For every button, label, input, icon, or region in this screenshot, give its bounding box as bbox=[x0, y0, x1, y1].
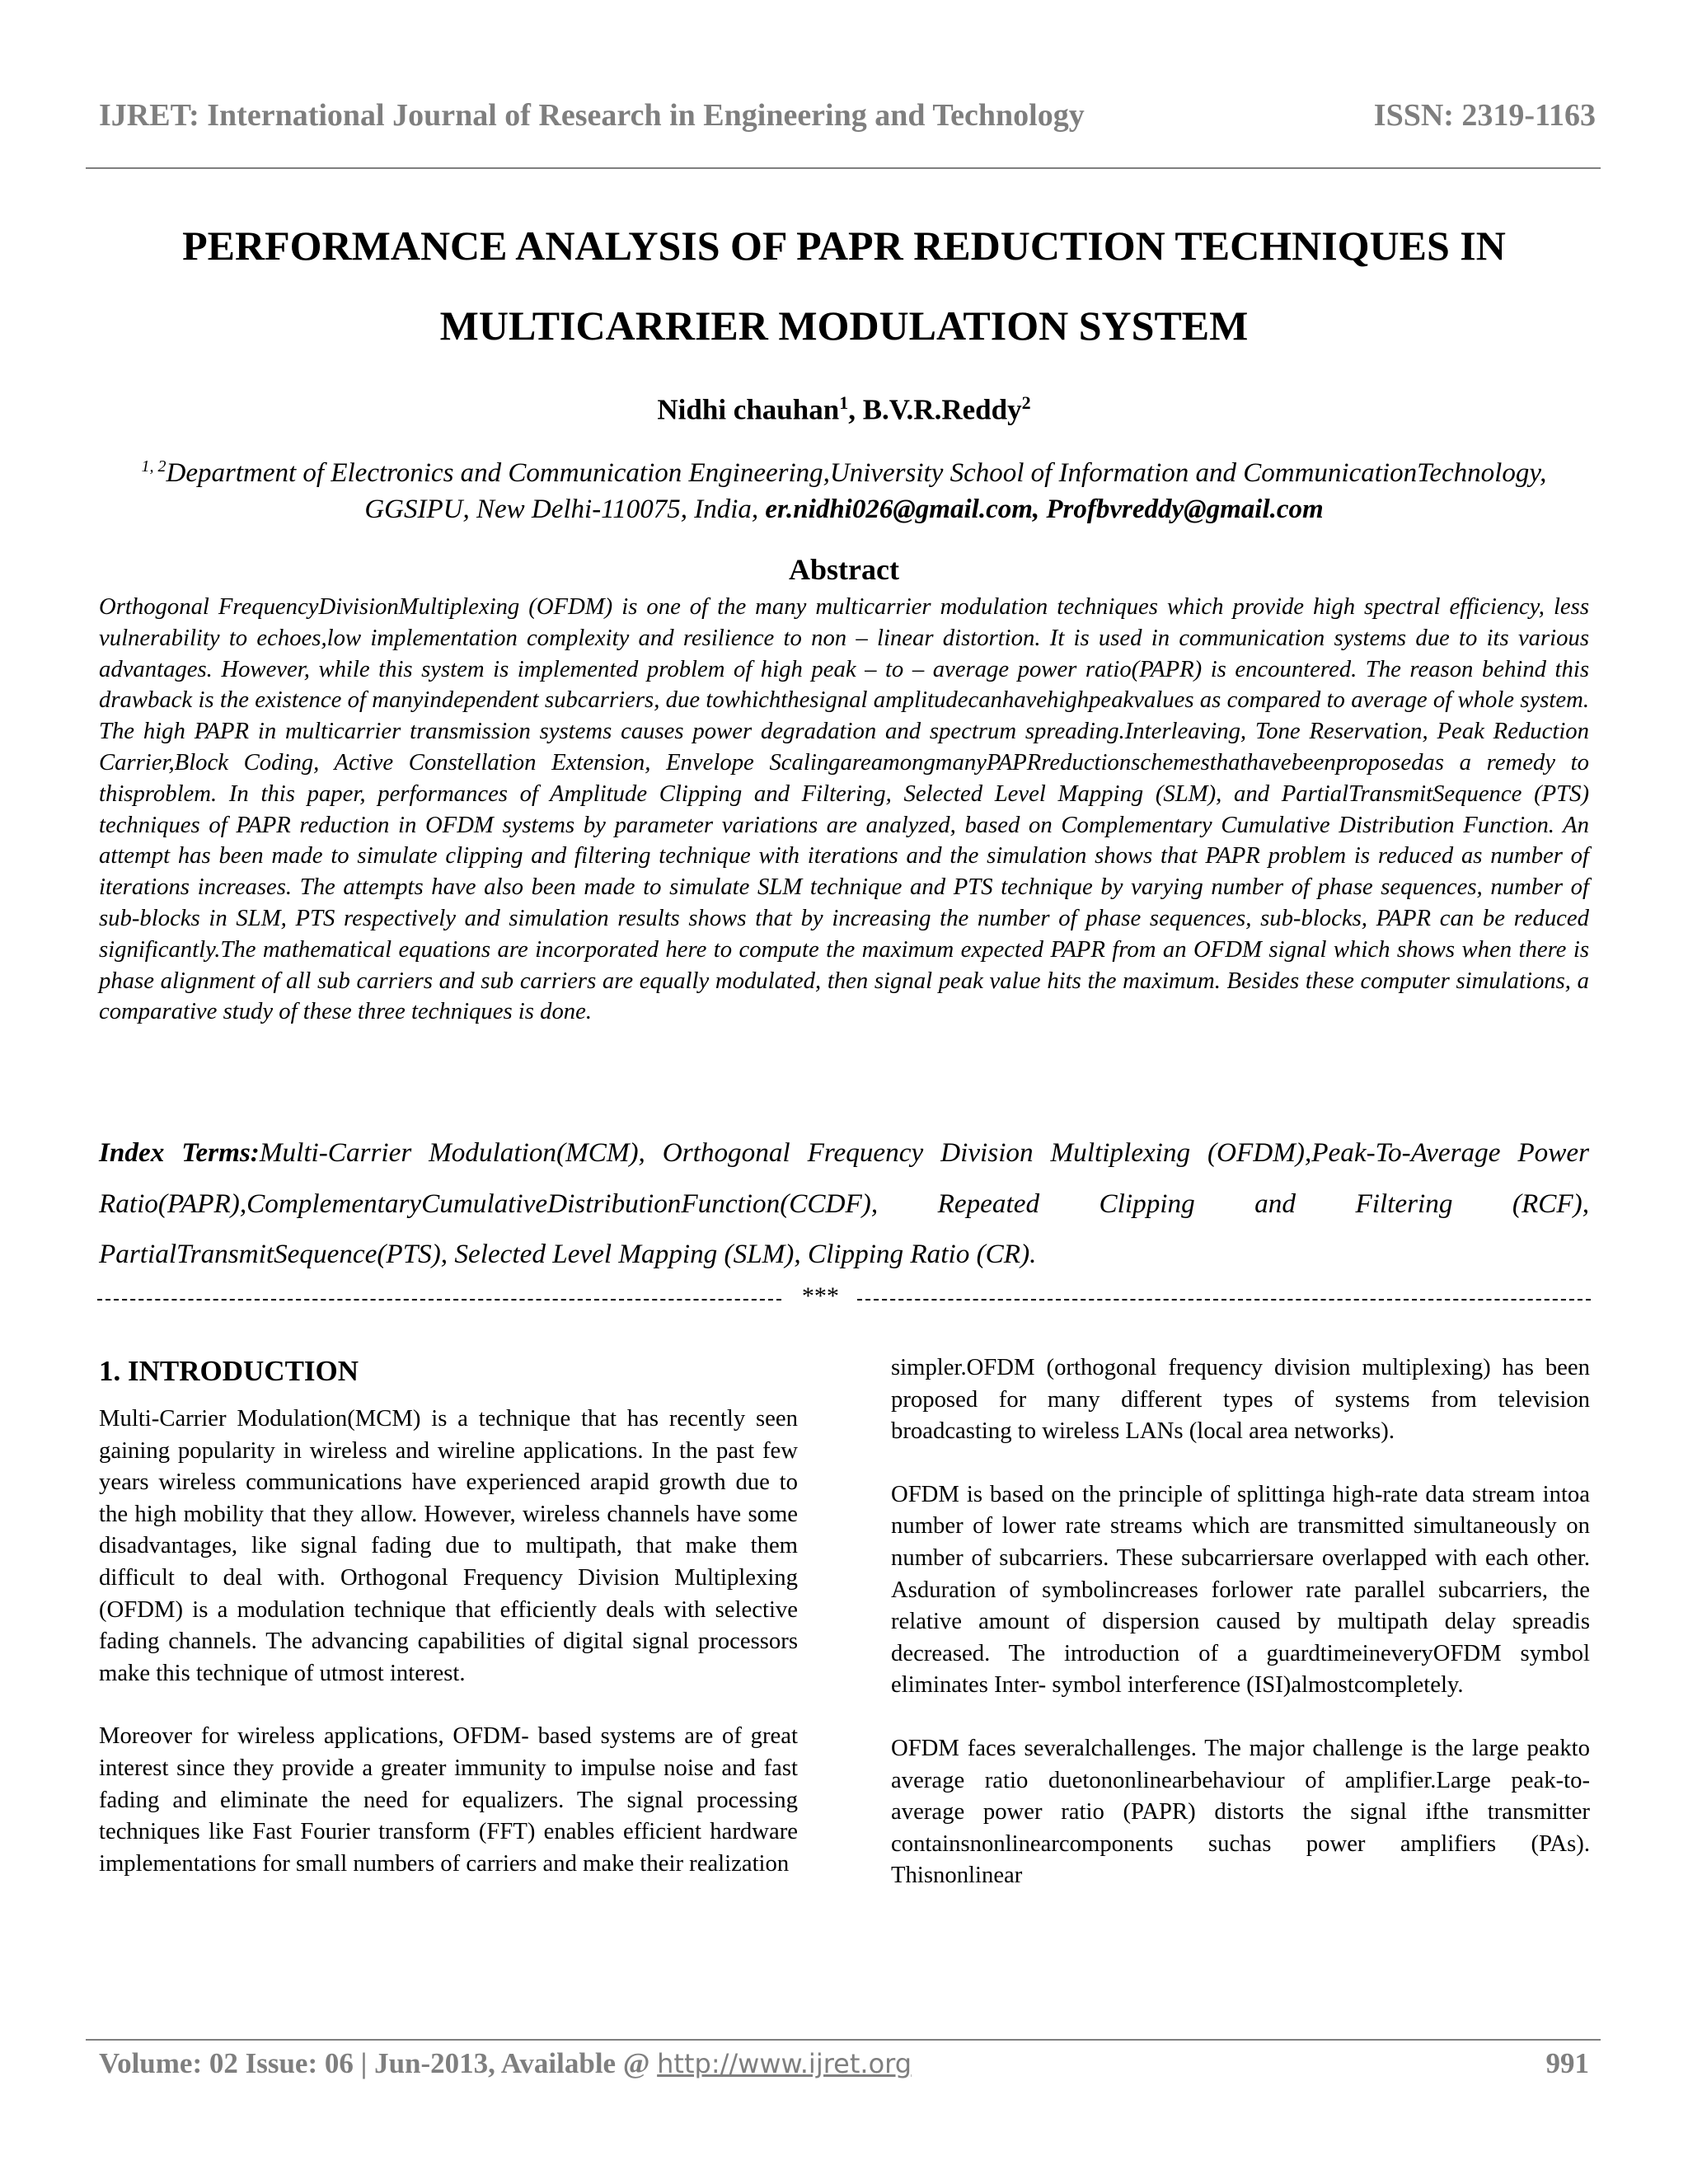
author-separator: , bbox=[848, 393, 863, 426]
volume-info bbox=[99, 2047, 912, 2080]
right-column bbox=[891, 1352, 1590, 1923]
author-emails: er.nidhi026@gmail.com, Profbvreddy@gmail.com bbox=[765, 494, 1324, 524]
section-separator bbox=[97, 1282, 1591, 1315]
author-1-affil: 1 bbox=[839, 392, 849, 413]
authors bbox=[92, 392, 1596, 427]
affiliation-text: Department of Electronics and Communication Engineering,University School of Information and CommunicationTechnology, GGSIPU, New Delhi-110075, India, bbox=[166, 458, 1547, 524]
separator-dash-left bbox=[97, 1299, 781, 1301]
section-heading-introduction: 1. INTRODUCTION bbox=[99, 1355, 359, 1387]
paragraph: Moreover for wireless applications, OFDM- based systems are of great interest since they provide a greater immunity to impulse noise and fast fading and eliminate the need for equalizers. The signal processing techniques like Fast Fourier transform (FFT) enables efficient hardware implementations for small numbers of carriers and make their realization bbox=[99, 1722, 798, 1877]
title-line-2: MULTICARRIER MODULATION SYSTEM bbox=[439, 302, 1249, 349]
paragraph: OFDM is based on the principle of splittinga high-rate data stream intoa number of lower rate streams which are transmitted simultaneously on number of subcarriers. These subcarriersare overlapped with each other. Asduration of symbolincreases forlower rate parallel subcarriers, the relative amount of dispersion caused by multipath delay spreadis decreased. The introduction of a guardtimeineveryOFDM symbol eliminates Inter- symbol interference (ISI)almostcompletely. bbox=[891, 1480, 1590, 1699]
page-number: 991 bbox=[1545, 2047, 1589, 2079]
author-2-affil: 2 bbox=[1021, 392, 1031, 413]
abstract-body: Orthogonal FrequencyDivisionMultiplexing (OFDM) is one of the many multicarrier modulation techniques which provide high spectral efficiency, less vulnerability to echoes,low implementation complexity and resilience to non – linear distortion. It is used in communication systems due to its various advantages. However, while this system is implemented problem of high peak – to – average power ratio(PAPR) is encountered. The reason behind this drawback is the existence of manyindependent subcarriers, due towhichthesignal amplitudecanhavehighpeakvalues as compared to average of whole system. The high PAPR in multicarrier transmission systems causes power degradation and spectrum spreading.Interleaving, Tone Reservation, Peak Reduction Carrier,Block Coding, Active Constellation Extension, Envelope ScalingareamongmanyPAPRreductionschemesthathavebeenproposedas a remedy to thisproblem. In this paper, performances of Amplitude Clipping and Filtering, Selected Level Mapping (SLM), and PartialTransmitSequence (PTS) techniques of PAPR reduction in OFDM systems by parameter variations are analyzed, based on Complementary Cumulative Distribution Function. An attempt has been made to simulate clipping and filtering technique with iterations and the simulation shows that PAPR problem is reduced as number of iterations increases. The attempts have also been made to simulate SLM technique and PTS technique by varying number of phase sequences, number of sub-blocks in SLM, PTS respectively and simulation results shows that by increasing the number of phase sequences, sub-blocks, PAPR can be reduced significantly.The mathematical equations are incorporated here to compute the maximum expected PAPR from an OFDM signal which shows when there is phase alignment of all sub carriers and sub carriers are equally modulated, then signal peak value hits the maximum. Besides these computer simulations, a comparative study of these three techniques is done. bbox=[99, 593, 1589, 1025]
affiliation bbox=[92, 448, 1596, 527]
separator-stars: *** bbox=[800, 1282, 838, 1310]
volume-text: Volume: 02 Issue: 06 | Jun-2013, Available @ bbox=[99, 2047, 658, 2079]
issn: ISSN: 2319-1163 bbox=[1373, 98, 1596, 133]
index-terms-text: Multi-Carrier Modulation(MCM), Orthogonal Frequency Division Multiplexing (OFDM),Peak-To-Average Power Ratio(PAPR),ComplementaryCumulativeDistributionFunction(CCDF), Repeated Clipping and Filtering (RCF), PartialTransmitSequence(PTS), Selected Level Mapping (SLM), Clipping Ratio (CR). bbox=[99, 1137, 1589, 1269]
left-column bbox=[99, 1352, 798, 1910]
abstract-heading: Abstract bbox=[789, 553, 899, 586]
journal-link[interactable]: http://www.ijret.org bbox=[657, 2048, 912, 2079]
separator-dash-right bbox=[857, 1299, 1591, 1301]
index-terms-label: Index Terms: bbox=[99, 1137, 260, 1168]
journal-name: IJRET: International Journal of Research in Engineering and Technology bbox=[99, 98, 1085, 133]
index-terms bbox=[99, 1127, 1589, 1280]
paragraph: Multi-Carrier Modulation(MCM) is a technique that has recently seen gaining popularity in wireless and wireline applications. In the past few years wireless communications have experienced arapid growth due to the high mobility that they allow. However, wireless channels have some disadvantages, like signal fading due to multipath, that make them difficult to deal with. Orthogonal Frequency Division Multiplexing (OFDM) is a modulation technique that efficiently deals with selective fading channels. The advancing capabilities of digital signal processors make this technique of utmost interest. bbox=[99, 1405, 798, 1686]
running-header bbox=[92, 97, 1596, 147]
paragraph: simpler.OFDM (orthogonal frequency division multiplexing) has been proposed for many different types of systems from television broadcasting to wireless LANs (local area networks). bbox=[891, 1354, 1590, 1445]
running-footer bbox=[99, 2047, 1589, 2088]
affiliation-marker: 1, 2 bbox=[141, 457, 166, 476]
author-1: Nidhi chauhan bbox=[657, 393, 840, 426]
footer-rule bbox=[86, 2039, 1601, 2041]
author-2: B.V.R.Reddy bbox=[862, 393, 1022, 426]
title-line-1: PERFORMANCE ANALYSIS OF PAPR REDUCTION TECHNIQUES IN bbox=[182, 223, 1506, 269]
paper-title bbox=[92, 206, 1596, 366]
header-rule bbox=[86, 167, 1601, 169]
paragraph: OFDM faces severalchallenges. The major challenge is the large peakto average ratio duetononlinearbehaviour of amplifier.Large peak-to-average power ratio (PAPR) distorts the signal ifthe transmitter containsnonlinearcomponents suchas power amplifiers (PAs). Thisnonlinear bbox=[891, 1734, 1590, 1889]
